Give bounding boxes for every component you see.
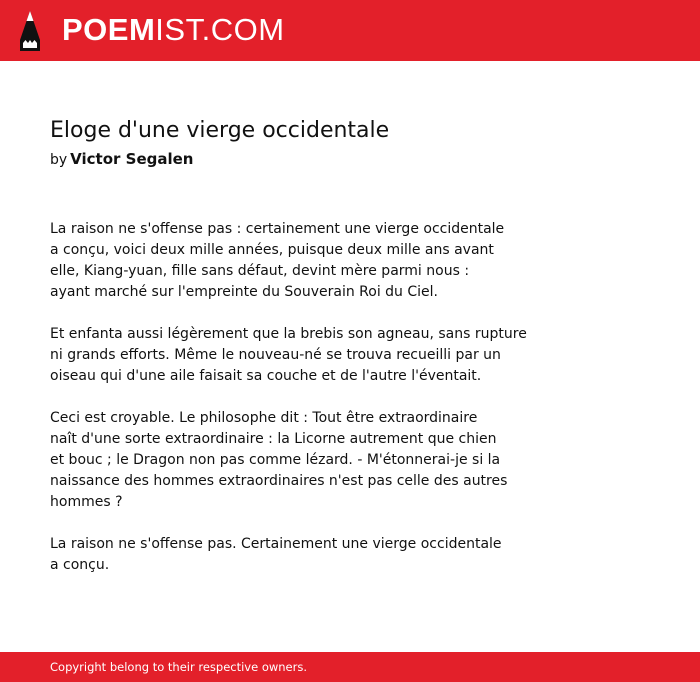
stanza [50, 534, 610, 576]
site-header [0, 0, 700, 61]
poem-line: naissance des hommes extraordinaires n'est pas celle des autres [50, 473, 508, 489]
byline-prefix: by [50, 152, 68, 168]
poem-line: oiseau qui d'une aile faisait sa couche et de l'autre l'éventait. [50, 368, 482, 384]
site-footer [0, 652, 700, 682]
stanza [50, 324, 610, 387]
copyright-text: Copyright belong to their respective owners. [50, 660, 308, 674]
pencil-icon[interactable] [18, 10, 42, 52]
logo-light-text: IST.COM [155, 12, 285, 47]
poem-line: ni grands efforts. Même le nouveau-né se trouva recueilli par un [50, 347, 501, 363]
poem-line: La raison ne s'offense pas : certainement une vierge occidentale [50, 221, 505, 237]
stanza [50, 408, 610, 513]
site-logo[interactable] [62, 11, 285, 49]
author-name[interactable]: Victor Segalen [70, 150, 194, 168]
poem-line: Ceci est croyable. Le philosophe dit : Tout être extraordinaire [50, 410, 478, 426]
poem-line: hommes ? [50, 494, 123, 510]
poem-line: a conçu, voici deux mille années, puisque deux mille ans avant [50, 242, 494, 258]
poem-body [50, 219, 610, 597]
poem-title: Eloge d'une vierge occidentale [50, 118, 390, 143]
poem-line: naît d'une sorte extraordinaire : la Licorne autrement que chien [50, 431, 497, 447]
poem-line: Et enfanta aussi légèrement que la brebis son agneau, sans rupture [50, 326, 527, 342]
poem-line: La raison ne s'offense pas. Certainement une vierge occidentale [50, 536, 502, 552]
poem-line: a conçu. [50, 557, 110, 573]
stanza [50, 219, 610, 303]
byline [50, 148, 193, 171]
poem-line: et bouc ; le Dragon non pas comme lézard. - M'étonnerai-je si la [50, 452, 501, 468]
poem-line: ayant marché sur l'empreinte du Souverain Roi du Ciel. [50, 284, 438, 300]
poem-line: elle, Kiang-yuan, fille sans défaut, devint mère parmi nous : [50, 263, 470, 279]
logo-bold-text: POEM [62, 12, 156, 47]
